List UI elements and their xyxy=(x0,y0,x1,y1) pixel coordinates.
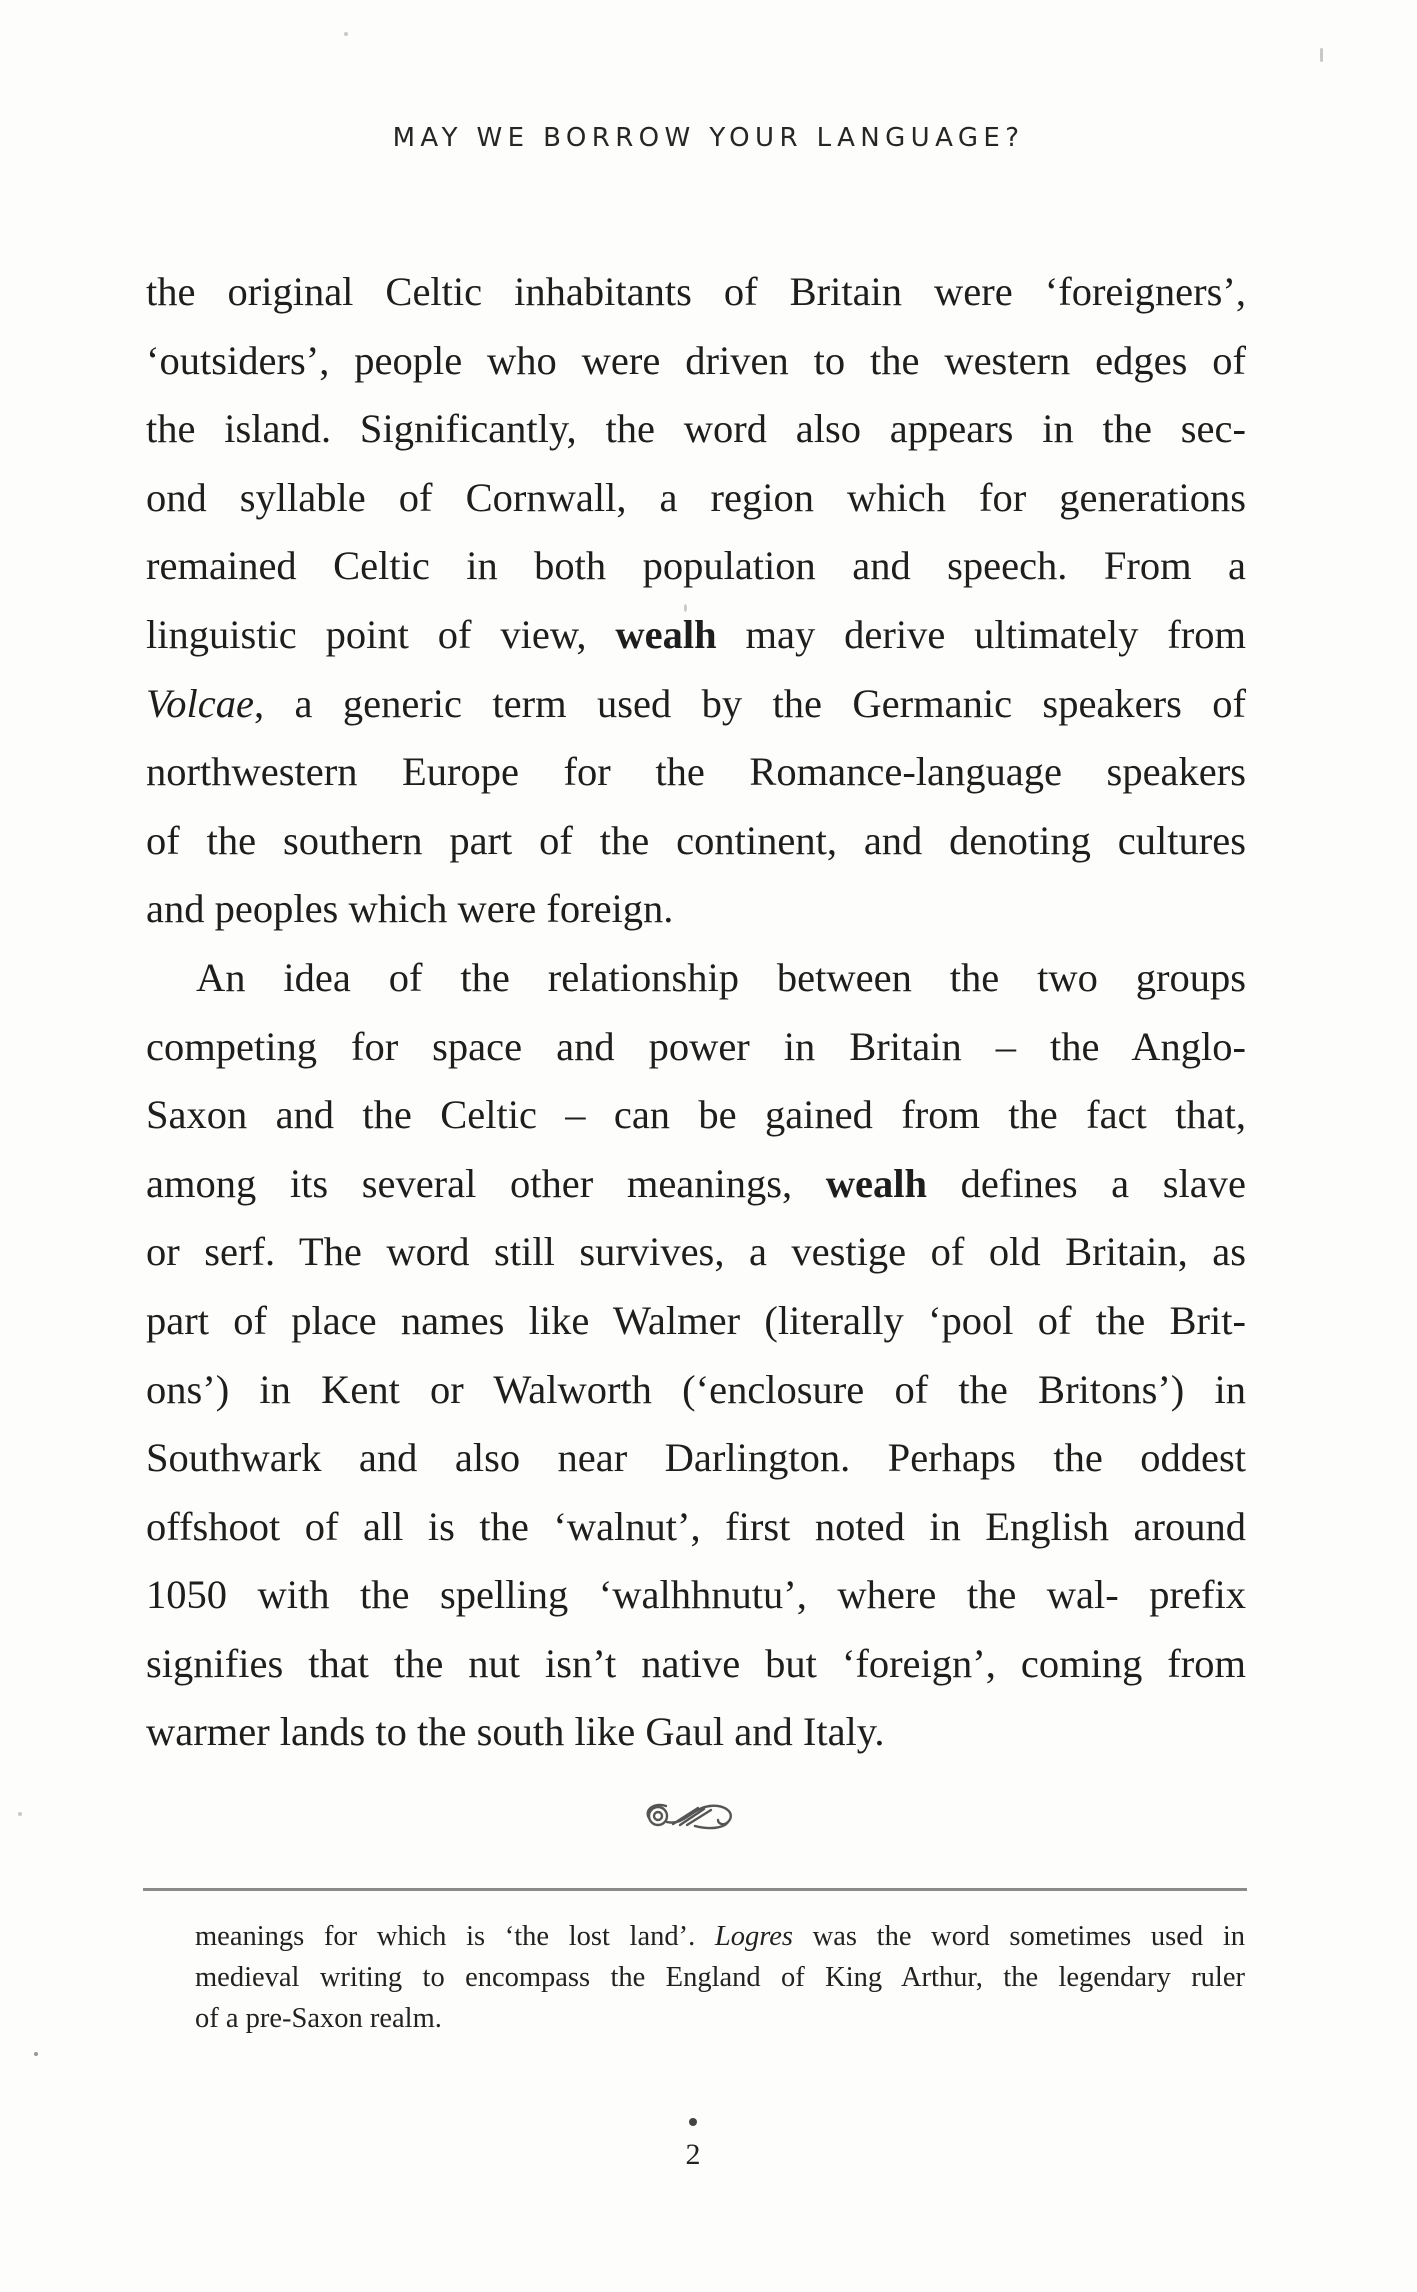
body-line: 1050 with the spelling ‘walhhnutu’, where the wal- prefix xyxy=(146,1572,1246,1618)
fleuron-scroll-icon xyxy=(640,1796,750,1832)
running-head: MAY WE BORROW YOUR LANGUAGE? xyxy=(392,123,1025,153)
body-line: and peoples which were foreign. xyxy=(146,886,674,932)
scan-speck xyxy=(684,604,687,612)
body-line: offshoot of all is the ‘walnut’, first noted in English around xyxy=(146,1503,1246,1549)
text-run: may derive ultimately from xyxy=(716,611,1246,657)
body-line xyxy=(146,601,1246,670)
scan-speck xyxy=(1320,48,1323,62)
body-line: signifies that the nut isn’t native but ‘foreign’, coming from xyxy=(146,1640,1246,1686)
page-marker-dot xyxy=(689,2118,697,2126)
headword-wealh: wealh xyxy=(615,611,717,657)
text-run: defines a slave xyxy=(927,1160,1246,1206)
headword-wealh: wealh xyxy=(825,1160,928,1206)
body-line: northwestern Europe for the Romance-language speakers xyxy=(146,749,1246,795)
body-line xyxy=(146,1150,1246,1219)
body-line: competing for space and power in Britain – the Anglo- xyxy=(146,1023,1246,1069)
body-line: the original Celtic inhabitants of Britain were ‘foreigners’, xyxy=(146,269,1246,314)
body-line: ‘outsiders’, people who were driven to the western edges of xyxy=(146,337,1246,383)
text-run: among its several other meanings, xyxy=(146,1160,826,1206)
body-line: warmer lands to the south like Gaul and Italy. xyxy=(146,1709,885,1755)
body-line: the island. Significantly, the word also appears in the sec- xyxy=(146,406,1246,452)
text-run: was the word sometimes used in xyxy=(793,1921,1245,1952)
body-line xyxy=(146,670,1246,739)
footnote-line xyxy=(195,1916,1245,1957)
footnote-line: of a pre-Saxon realm. xyxy=(195,2003,442,2034)
scan-speck xyxy=(344,32,348,36)
text-run: linguistic point of view, xyxy=(146,611,616,657)
footnote-divider xyxy=(143,1888,1247,1891)
text-run: meanings for which is ‘the lost land’. xyxy=(195,1921,715,1952)
body-line: ond syllable of Cornwall, a region which for generations xyxy=(146,474,1246,520)
italic-term-logres: Logres xyxy=(714,1921,794,1952)
body-line: Saxon and the Celtic – can be gained from the fact that, xyxy=(146,1092,1246,1138)
body-line: An idea of the relationship between the two groups xyxy=(196,954,1246,1000)
page-number: 2 xyxy=(685,2138,701,2171)
scan-speck xyxy=(34,2052,38,2056)
body-line: Southwark and also near Darlington. Perhaps the oddest xyxy=(146,1435,1246,1481)
footnote xyxy=(195,1916,1245,2039)
body-line: ons’) in Kent or Walworth (‘enclosure of the Britons’) in xyxy=(146,1366,1246,1412)
text-run: , a generic term used by the Germanic speakers of xyxy=(253,680,1246,726)
body-line: part of place names like Walmer (literally ‘pool of the Brit- xyxy=(146,1297,1246,1343)
body-line: remained Celtic in both population and speech. From a xyxy=(146,543,1246,589)
body-line: or serf. The word still survives, a vestige of old Britain, as xyxy=(146,1229,1246,1275)
body-line: of the southern part of the continent, and denoting cultures xyxy=(146,817,1246,863)
body-text xyxy=(146,258,1246,1767)
footnote-line: medieval writing to encompass the England of King Arthur, the legendary ruler xyxy=(195,1962,1245,1993)
scan-speck xyxy=(18,1812,22,1816)
italic-term-volcae: Volcae xyxy=(146,680,254,726)
